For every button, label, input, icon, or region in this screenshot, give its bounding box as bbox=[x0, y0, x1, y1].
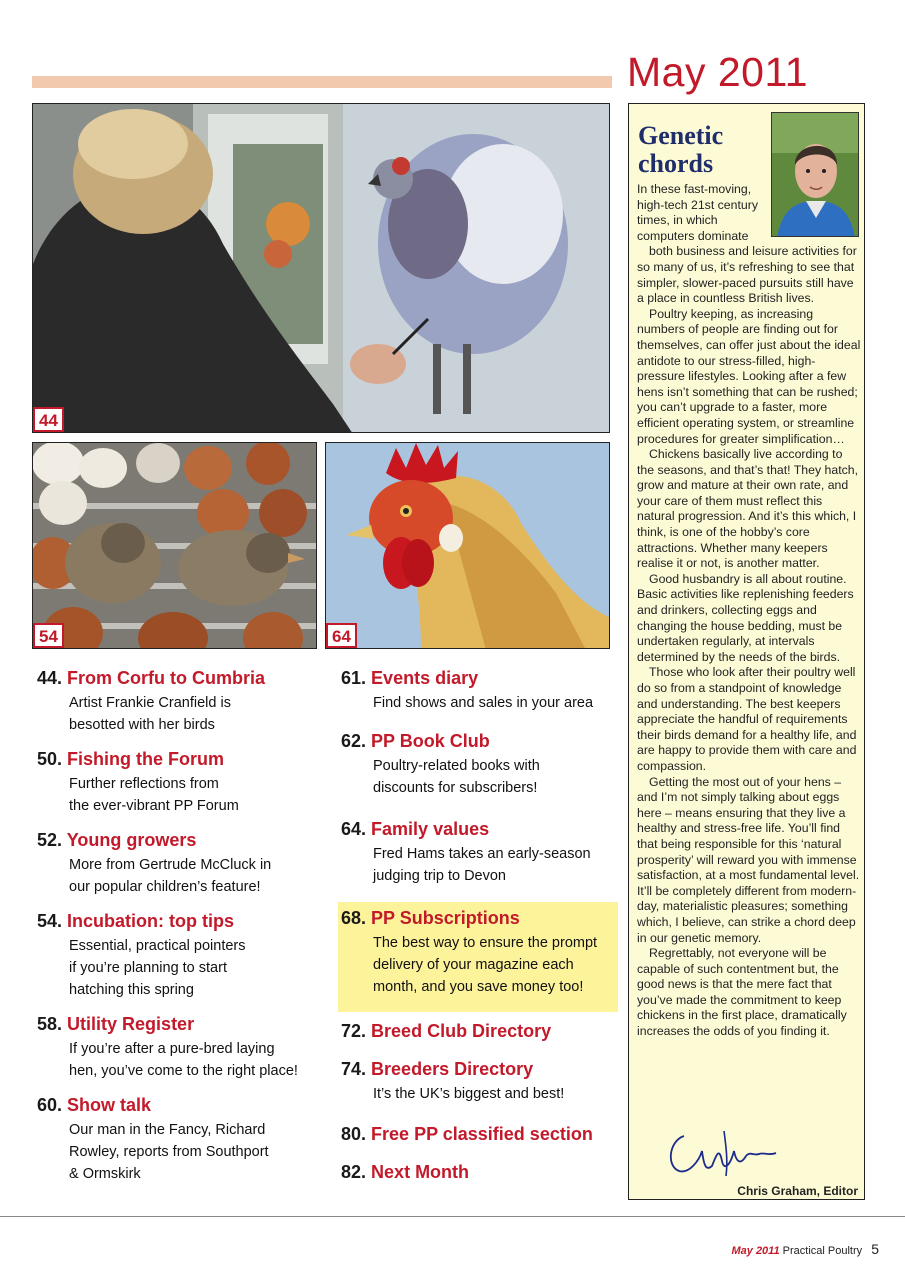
editorial-paragraph: both business and leisure activities for so many of us, it’s refreshing to see that simpler, slower-paced pursuits still have a place in countless British lives. bbox=[637, 244, 857, 306]
page-number-badge: 44 bbox=[33, 407, 64, 432]
toc-entry[interactable] bbox=[341, 908, 597, 998]
toc-page: 54. bbox=[37, 911, 63, 931]
feature-photo-54[interactable] bbox=[32, 442, 317, 649]
page-number-badge: 64 bbox=[326, 623, 357, 648]
editorial-paragraph: Those who look after their poultry well do so from a standpoint of knowledge and understanding. The best keepers appreciate the handful of requirements their birds demand for a healthy life, and are happy to provide them with care and compassion. bbox=[637, 665, 857, 773]
chicks-photo-icon bbox=[33, 443, 317, 649]
editor-signoff: Chris Graham, Editor bbox=[737, 1184, 858, 1198]
editorial-title: Genetic chords bbox=[638, 121, 724, 178]
toc-desc-line: Rowley, reports from Southport bbox=[69, 1144, 269, 1160]
page-footer bbox=[731, 1241, 879, 1257]
toc-desc-line: hen, you’ve come to the right place! bbox=[69, 1063, 298, 1079]
toc-title[interactable]: Fishing the Forum bbox=[67, 749, 225, 769]
editorial-sidebar bbox=[628, 103, 865, 1200]
toc-page: 62. bbox=[341, 731, 367, 751]
toc-title[interactable]: Breeders Directory bbox=[371, 1059, 534, 1079]
toc-page: 50. bbox=[37, 749, 63, 769]
toc-page: 74. bbox=[341, 1059, 367, 1079]
toc-entry[interactable] bbox=[341, 1124, 593, 1145]
editorial-paragraph: Poultry keeping, as increasing numbers of people are finding out for themselves, can offer just about the ideal antidote to our stress-filled, high-pressure lifestyles. Looking after a few hens isn’t something that can be rushed; you can’t upgrade to a faster, more efficient operating system, or streamline procedures for greater simplification… bbox=[637, 306, 861, 446]
toc-desc-line: delivery of your magazine each bbox=[373, 957, 574, 973]
toc-desc-line: Essential, practical pointers bbox=[69, 938, 246, 954]
toc-title[interactable]: Young growers bbox=[66, 830, 197, 850]
toc-page: 82. bbox=[341, 1162, 367, 1182]
editorial-paragraph: Chickens basically live according to the seasons, and that’s that! They hatch, grow and mature at their own rate, and your care of them must reflect this natural progression. And it’s this which, I think, is one of the hobby’s core attractions. Whether many keepers realise it or not, is another matter. bbox=[637, 447, 859, 571]
toc-title[interactable]: From Corfu to Cumbria bbox=[67, 668, 266, 688]
toc-title[interactable]: Next Month bbox=[371, 1162, 470, 1182]
toc-page: 44. bbox=[37, 668, 63, 688]
editorial-line: high-tech 21st century bbox=[637, 197, 758, 212]
toc-entry[interactable] bbox=[37, 668, 265, 736]
toc-desc-line: & Ormskirk bbox=[69, 1166, 141, 1182]
toc-desc-line: our popular children’s feature! bbox=[69, 879, 261, 895]
editorial-line: In these fast-moving, bbox=[637, 182, 752, 196]
toc-desc-line: If you’re after a pure-bred laying bbox=[69, 1041, 275, 1057]
toc-desc-line: Our man in the Fancy, Richard bbox=[69, 1122, 266, 1138]
toc-entry[interactable] bbox=[341, 1059, 564, 1105]
toc-page: 52. bbox=[37, 830, 63, 850]
footer-magazine: Practical Poultry bbox=[782, 1245, 863, 1257]
contents-left-column bbox=[37, 668, 327, 1198]
toc-title[interactable]: Events diary bbox=[371, 668, 479, 688]
toc-entry[interactable] bbox=[341, 731, 540, 799]
editorial-paragraph: Regrettably, not everyone will be capable of such contentment but, the good news is that the mere fact that you’ve made the commitment to keep chickens in the first place, dramatically increases the odds of you finding it. bbox=[637, 946, 847, 1039]
toc-desc-line: It’s the UK’s biggest and best! bbox=[373, 1086, 565, 1102]
feature-photo-64[interactable] bbox=[325, 442, 610, 649]
toc-desc-line: month, and you save money too! bbox=[373, 979, 584, 995]
toc-desc-line: Fred Hams takes an early-season bbox=[373, 846, 591, 862]
page-number-badge: 54 bbox=[33, 623, 64, 648]
toc-desc-line: Find shows and sales in your area bbox=[373, 695, 594, 711]
toc-title[interactable]: Incubation: top tips bbox=[67, 911, 235, 931]
editorial-body bbox=[637, 182, 861, 1040]
toc-title[interactable]: Family values bbox=[371, 819, 490, 839]
toc-entry[interactable] bbox=[341, 668, 593, 714]
toc-title[interactable]: Utility Register bbox=[67, 1014, 195, 1034]
editorial-paragraph: Getting the most out of your hens – and I’m not simply talking about eggs here – means ensuring that they live a healthy and stress-free life. You’ll find that being responsible for this ‘natural prosperity’ will reward you with immense satisfaction, at a most fundamental level. It’ll be completely different from modern-day, materialistic pleasures; something which, I believe, can strike a chord deep in our genetic memory. bbox=[637, 774, 860, 945]
toc-page: 60. bbox=[37, 1095, 63, 1115]
footer-rule bbox=[0, 1216, 905, 1217]
toc-desc-line: besotted with her birds bbox=[69, 717, 215, 733]
feature-photo-44[interactable] bbox=[32, 103, 610, 433]
toc-title[interactable]: Breed Club Directory bbox=[371, 1021, 552, 1041]
toc-entry[interactable] bbox=[341, 1021, 551, 1042]
toc-page: 61. bbox=[341, 668, 367, 688]
toc-title[interactable]: PP Subscriptions bbox=[371, 908, 520, 928]
header-rule bbox=[32, 76, 612, 88]
toc-desc-line: Artist Frankie Cranfield is bbox=[69, 695, 231, 711]
toc-page: 64. bbox=[341, 819, 367, 839]
toc-title[interactable]: Free PP classified section bbox=[371, 1124, 593, 1144]
toc-desc-line: Further reflections from bbox=[69, 776, 219, 792]
toc-entry[interactable] bbox=[37, 749, 239, 817]
toc-desc-line: The best way to ensure the prompt bbox=[373, 935, 598, 951]
editor-signature-icon bbox=[664, 1126, 784, 1181]
toc-desc-line: Poultry-related books with bbox=[373, 758, 540, 774]
toc-entry[interactable] bbox=[37, 1095, 269, 1185]
toc-entry[interactable] bbox=[37, 911, 246, 1001]
toc-title[interactable]: PP Book Club bbox=[371, 731, 490, 751]
toc-entry[interactable] bbox=[341, 1162, 469, 1183]
editorial-paragraph: Good husbandry is all about routine. Basic activities like replenishing feeders and drinkers, collecting eggs and changing the house bedding, must be undertaken regularly, at intervals determined by the needs of the birds. bbox=[637, 571, 854, 664]
painting-photo-icon bbox=[33, 104, 610, 433]
contents-right-column bbox=[341, 668, 626, 1198]
toc-desc-line: More from Gertrude McCluck in bbox=[69, 857, 272, 873]
toc-desc-line: judging trip to Devon bbox=[373, 868, 506, 884]
toc-page: 68. bbox=[341, 908, 367, 928]
issue-date: May 2011 bbox=[627, 49, 809, 95]
toc-desc-line: the ever-vibrant PP Forum bbox=[69, 798, 239, 814]
toc-desc-line: hatching this spring bbox=[69, 982, 194, 998]
toc-page: 58. bbox=[37, 1014, 63, 1034]
toc-entry[interactable] bbox=[37, 1014, 298, 1082]
toc-desc-line: discounts for subscribers! bbox=[373, 780, 538, 796]
editorial-line: computers dominate bbox=[637, 228, 749, 243]
rooster-photo-icon bbox=[326, 443, 610, 649]
toc-page: 80. bbox=[341, 1124, 367, 1144]
toc-page: 72. bbox=[341, 1021, 367, 1041]
toc-entry[interactable] bbox=[341, 819, 591, 887]
toc-desc-line: if you’re planning to start bbox=[69, 960, 227, 976]
editorial-line: times, in which bbox=[637, 213, 718, 228]
footer-month: May 2011 bbox=[731, 1245, 780, 1257]
footer-page-number: 5 bbox=[871, 1241, 879, 1257]
toc-entry[interactable] bbox=[37, 830, 271, 898]
toc-title[interactable]: Show talk bbox=[67, 1095, 152, 1115]
